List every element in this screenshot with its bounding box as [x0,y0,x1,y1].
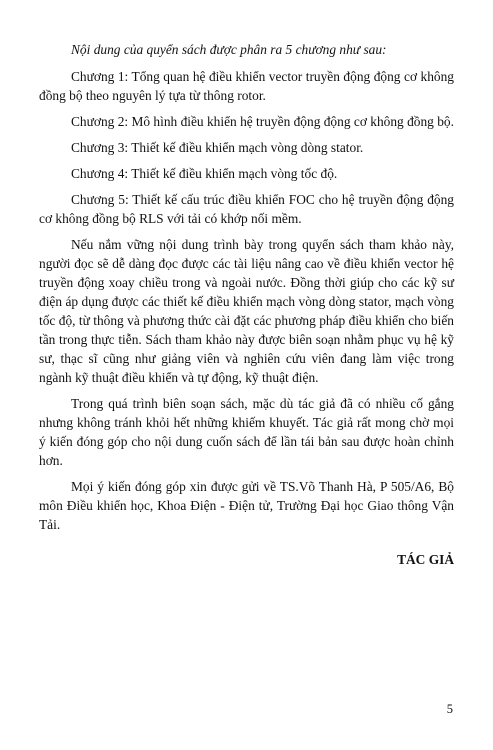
chapter-3: Chương 3: Thiết kế điều khiển mạch vòng dòng stator. [71,140,364,155]
author-signature: TÁC GIẢ [397,552,454,567]
chapter-2: Chương 2: Mô hình điều khiển hệ truyền động động cơ không đồng bộ. [71,114,454,129]
chapter-1: Chương 1: Tổng quan hệ điều khiển vector truyền động động cơ không đồng bộ theo nguyên lý tựa từ thông rotor. [39,69,454,103]
paragraph-purpose: Nếu nắm vững nội dung trình bày trong quyển sách tham khảo này, người đọc sẽ dễ dàng đọc được các tài liệu nâng cao về điều khiển vector hệ truyền động xoay chiều trong và ngoài nước. Đồng thời giúp cho các kỹ sư điện áp dụng được các thiết kế điều khiển mạch vòng dòng stator, mạch vòng tốc độ, từ thông và phương thức cài đặt các phương pháp điều khiển cho biến tần trong thực tiễn. Sách tham khảo này được biên soạn nhằm phục vụ hệ kỹ sư, thạc sĩ cũng như giảng viên và nghiên cứu viên đang làm việc trong ngành kỹ thuật điều khiển và tự động, kỹ thuật điện. [39,237,454,385]
chapter-4: Chương 4: Thiết kế điều khiển mạch vòng tốc độ. [71,166,338,181]
page-content [39,40,454,569]
chapter-5: Chương 5: Thiết kế cấu trúc điều khiển FOC cho hệ truyền động động cơ không đồng bộ RLS với tải có khớp nối mềm. [39,192,454,226]
chapters-intro: Nội dung của quyển sách được phân ra 5 chương như sau: [71,42,387,57]
paragraph-contact: Mọi ý kiến đóng góp xin được gửi về TS.Võ Thanh Hà, P 505/A6, Bộ môn Điều khiển học, Khoa Điện - Điện tử, Trường Đại học Giao thông Vận Tải. [39,479,454,532]
page-number: 5 [446,702,453,716]
paragraph-feedback: Trong quá trình biên soạn sách, mặc dù tác giả đã có nhiều cố gắng nhưng không tránh khỏi hết những khiếm khuyết. Tác giả rất mong chờ mọi ý kiến đóng góp cho nội dung cuốn sách để lần tái bản sau được hoàn chỉnh hơn. [39,396,454,468]
